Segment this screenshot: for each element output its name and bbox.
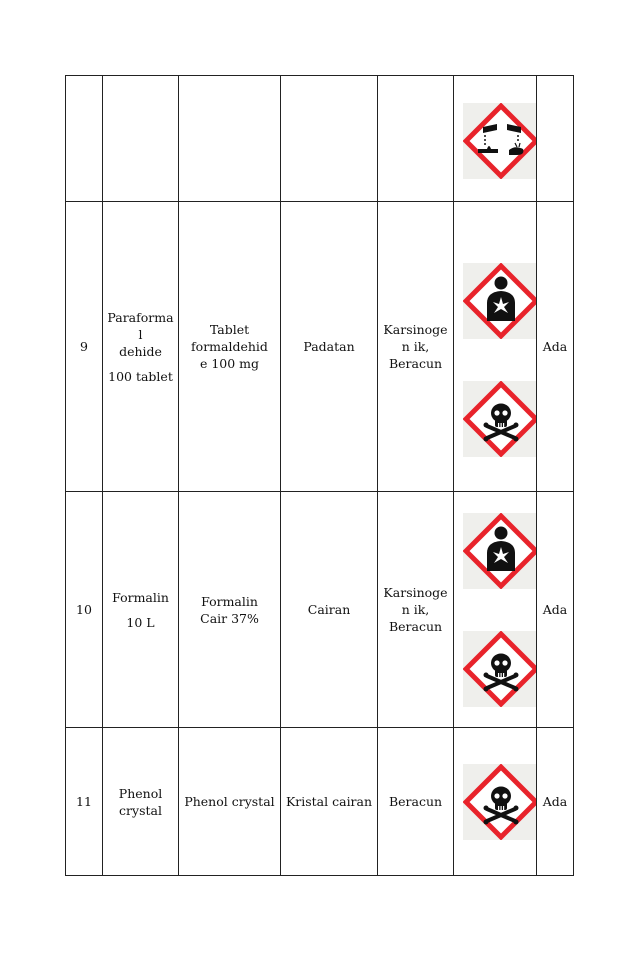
form-cell [281, 76, 378, 202]
hazard-cell [378, 76, 454, 202]
chemical-quantity: 100 tablet [108, 368, 173, 384]
description-cell [179, 76, 281, 202]
chemical-name-cell [103, 76, 179, 202]
chemical-name-line: dehide [119, 343, 162, 359]
chemical-quantity: 10 L [126, 614, 155, 630]
table-row [66, 76, 574, 202]
health-hazard-icon [463, 263, 537, 339]
health-hazard-icon [463, 513, 537, 589]
table-row [66, 492, 574, 728]
pictogram-cell [454, 728, 537, 876]
status-cell: Ada [537, 202, 574, 492]
table-row [66, 728, 574, 876]
form-cell: Cairan [281, 492, 378, 728]
status-cell: Ada [537, 728, 574, 876]
chemical-name-cell [103, 492, 179, 728]
chemical-inventory-table [65, 75, 574, 876]
status-cell [537, 76, 574, 202]
chemical-name-line: Paraformal [107, 309, 174, 342]
row-number-cell [66, 76, 103, 202]
row-number-cell: 10 [66, 492, 103, 728]
chemical-name-line: Formalin [112, 589, 169, 605]
status-cell: Ada [537, 492, 574, 728]
hazard-cell: Beracun [378, 728, 454, 876]
corrosive-icon [463, 103, 537, 179]
skull-crossbones-icon [463, 764, 537, 840]
pictogram-cell [454, 76, 537, 202]
row-number-cell: 11 [66, 728, 103, 876]
description-cell: Formalin Cair 37% [179, 492, 281, 728]
description-cell: Tablet formaldehide 100 mg [179, 202, 281, 492]
skull-crossbones-icon [463, 631, 537, 707]
chemical-name-line: crystal [119, 802, 162, 818]
row-number-cell: 9 [66, 202, 103, 492]
form-cell: Kristal cairan [281, 728, 378, 876]
pictogram-cell [454, 492, 537, 728]
hazard-cell: Karsinogen ik, Beracun [378, 202, 454, 492]
form-cell: Padatan [281, 202, 378, 492]
description-cell: Phenol crystal [179, 728, 281, 876]
chemical-name-line: Phenol [118, 785, 163, 801]
table-row [66, 202, 574, 492]
skull-crossbones-icon [463, 381, 537, 457]
hazard-cell: Karsinogen ik, Beracun [378, 492, 454, 728]
pictogram-cell [454, 202, 537, 492]
chemical-name-cell [103, 728, 179, 876]
chemical-name-cell [103, 202, 179, 492]
